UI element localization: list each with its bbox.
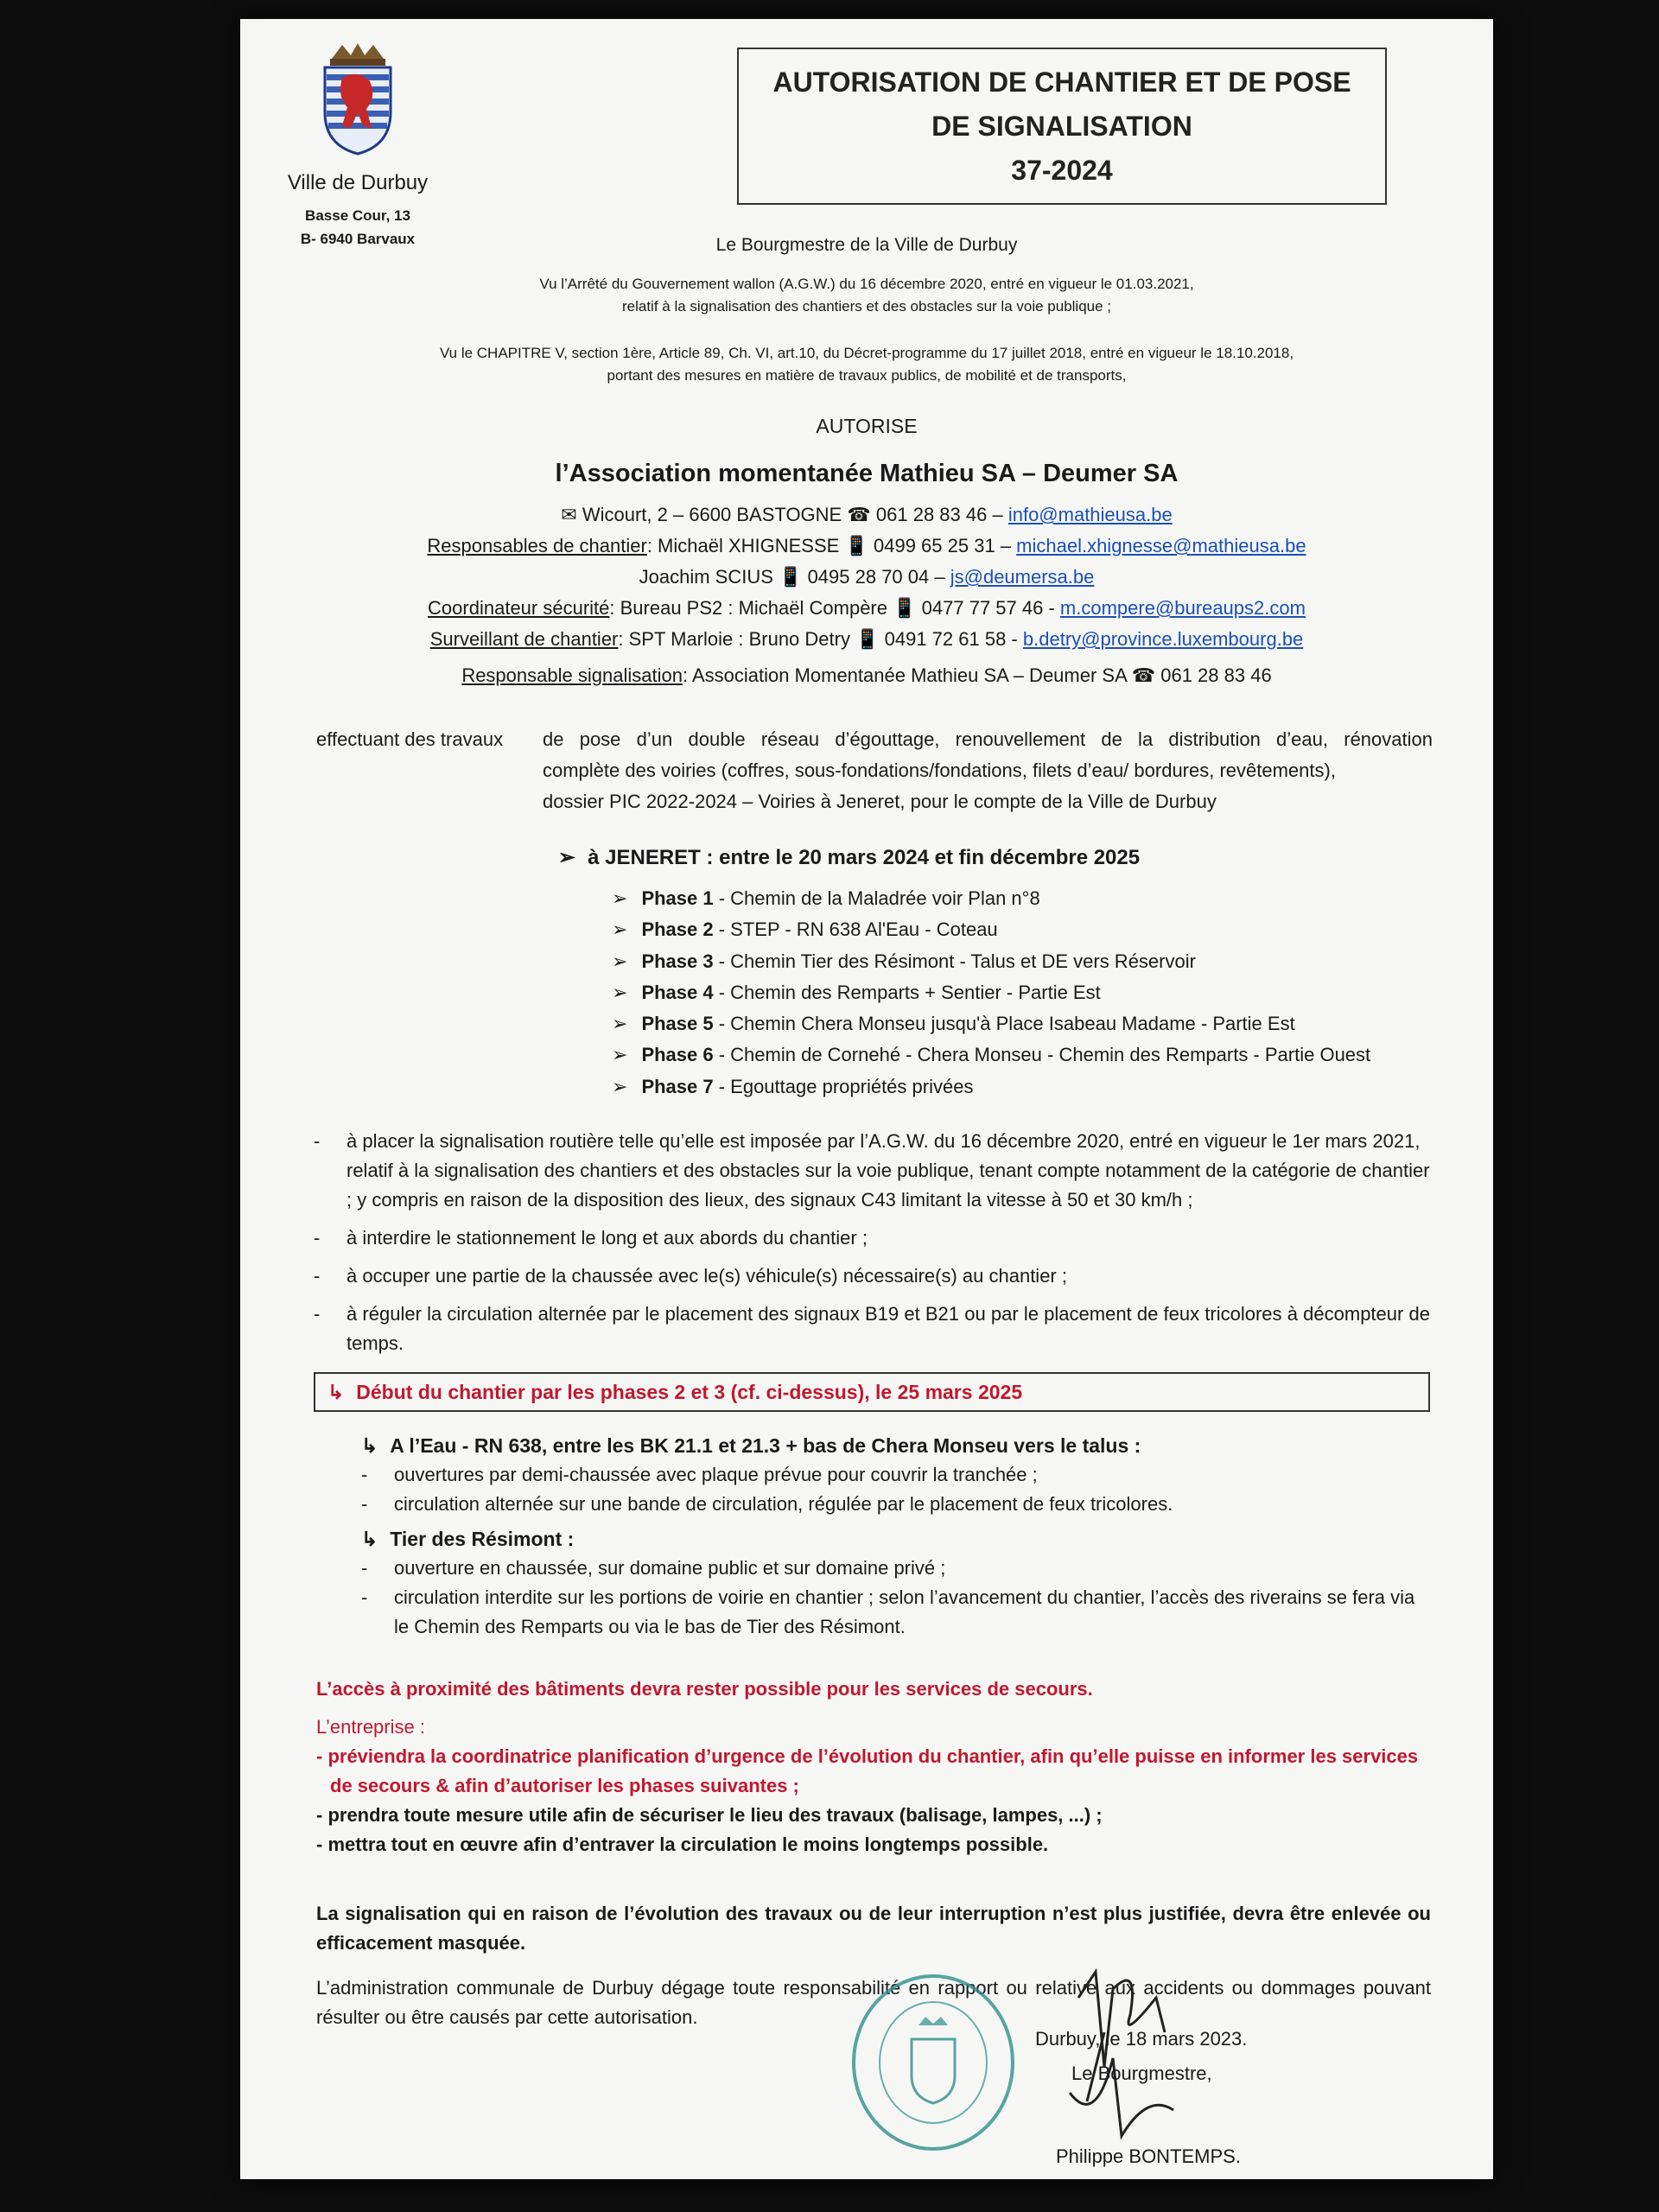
list-item: ➢ Phase 1 - Chemin de la Maladrée voir Plan n°8 bbox=[612, 883, 1370, 914]
contractor-address-line: ✉ Wicourt, 2 – 6600 BASTOGNE ☎ 061 28 83 46 – info@mathieusa.be bbox=[561, 504, 1173, 525]
list-item: - à interdire le stationnement le long et aux abords du chantier ; bbox=[314, 1224, 1430, 1253]
list-item: - ouvertures par demi-chaussée avec plaque prévue pour couvrir la tranchée ; bbox=[361, 1460, 1430, 1490]
city-name: Ville de Durbuy bbox=[287, 171, 429, 194]
list-item: - à réguler la circulation alternée par le placement des signaux B19 et B21 ou par le placement de feux tricolores à décompteur de temps. bbox=[314, 1300, 1430, 1358]
title-number: 37-2024 bbox=[1011, 154, 1113, 186]
sub-title-tier: ↳ Tier des Résimont : bbox=[361, 1528, 575, 1550]
start-details bbox=[361, 1431, 1430, 1642]
contractor-email-link[interactable]: info@mathieusa.be bbox=[1007, 504, 1173, 525]
pointer-icon: ↳ bbox=[327, 1381, 345, 1403]
list-item: ➢ Phase 7 - Egouttage propriétés privées bbox=[612, 1071, 1370, 1103]
surv-email-link[interactable]: b.detry@province.luxembourg.be bbox=[1022, 628, 1304, 650]
list-item: - circulation interdite sur les portions de voirie en chantier ; selon l’avancement du chantier, l’accès des riverains se fera via le Chemin des Remparts ou via le bas de Tier des Résimont. bbox=[361, 1583, 1430, 1642]
list-item: ➢ Phase 6 - Chemin de Cornehé - Chera Monseu - Chemin des Remparts - Partie Ouest bbox=[612, 1039, 1370, 1071]
start-date-box: ↳ Début du chantier par les phases 2 et 3 (cf. ci-dessus), le 25 mars 2025 bbox=[314, 1372, 1430, 1412]
city-address: Basse Cour, 13 B- 6940 Barvaux bbox=[300, 207, 416, 247]
phone-icon: ☎ bbox=[847, 504, 871, 525]
resp1-email-link[interactable]: michael.xhignesse@mathieusa.be bbox=[1016, 535, 1306, 556]
signage-removal-paragraph: La signalisation qui en raison de l’évolution des travaux ou de leur interruption n’est plus justifiée, devra être enlevée ou efficacement masquée. bbox=[316, 1903, 1431, 1954]
signatory-name: Philippe BONTEMPS. bbox=[1056, 2145, 1241, 2167]
emergency-access-note: L’accès à proximité des bâtiments devra rester possible pour les services de secours. bbox=[316, 1678, 1093, 1700]
pointer-icon: ↳ bbox=[361, 1434, 378, 1457]
title-line-2: DE SIGNALISATION bbox=[931, 110, 1192, 142]
list-item: - à placer la signalisation routière telle qu’elle est imposée par l’A.G.W. du 16 décembre 2020, entré en vigueur le 1er mars 2021, relatif à la signalisation des chantiers et des obstacles sur la voie publique, tenant compte notamment de la catégorie de chantier ; y compris en raison de la disposition des lieux, des signaux C43 limitant la vitesse à 50 et 30 km/h ; bbox=[314, 1127, 1430, 1215]
authority: Le Bourgmestre de la Ville de Durbuy bbox=[715, 235, 1018, 255]
municipal-stamp-icon bbox=[849, 1972, 1018, 2153]
contractor-name: l’Association momentanée Mathieu SA – Deumer SA bbox=[555, 460, 1179, 487]
coord-email-link[interactable]: m.compere@bureaups2.com bbox=[1059, 597, 1306, 619]
signage-responsible-line: Responsable signalisation: Association Momentanée Mathieu SA – Deumer SA ☎ 061 28 83 46 bbox=[461, 664, 1272, 686]
phase-list bbox=[612, 883, 1370, 1103]
company-heading: L’entreprise : bbox=[316, 1716, 425, 1738]
city-crest-icon bbox=[316, 43, 399, 156]
obligations-list bbox=[314, 1127, 1430, 1358]
resp2-email-link[interactable]: js@deumersa.be bbox=[950, 566, 1095, 588]
list-item: ➢ Phase 3 - Chemin Tier des Résimont - Talus et DE vers Réservoir bbox=[612, 946, 1370, 977]
title-line-1: AUTORISATION DE CHANTIER ET DE POSE bbox=[772, 66, 1351, 98]
mobile-icon: 📱 bbox=[855, 628, 880, 650]
mobile-icon: 📱 bbox=[844, 535, 868, 556]
works-label: effectuant des travaux bbox=[316, 728, 504, 750]
mail-icon: ✉ bbox=[561, 504, 577, 525]
works-description: de pose d’un double réseau d’égouttage, renouvellement de la distribution d’eau, rénovation complète des voiries (coffres, sous-fondations/fondations, filets d’eau/ bordures, revêtements), dossier PIC 2022-2024 – Voiries à Jeneret, pour le compte de la Ville de Durbuy bbox=[543, 728, 1433, 812]
safety-coordinator-line: Coordinateur sécurité: Bureau PS2 : Michaël Compère 📱 0477 77 57 46 - m.compere@bureaups2.com bbox=[428, 597, 1306, 619]
sub-title-rn638: ↳ A l’Eau - RN 638, entre les BK 21.1 et 21.3 + bas de Chera Monseu vers le talus : bbox=[361, 1434, 1141, 1457]
liability-paragraph: L’administration communale de Durbuy dégage toute responsabilité en rapport ou relative aux accidents ou dommages pouvant résulter ou être causés par cette autorisation. bbox=[316, 1977, 1431, 2028]
company-obligations bbox=[316, 1713, 1431, 1859]
list-item: - ouverture en chaussée, sur domaine public et sur domaine privé ; bbox=[361, 1554, 1430, 1583]
site-supervisor-line: Surveillant de chantier: SPT Marloie : Bruno Detry 📱 0491 72 61 58 - b.detry@province.luxembourg.be bbox=[429, 628, 1304, 650]
mobile-icon: 📱 bbox=[779, 566, 803, 588]
list-item: - prendra toute mesure utile afin de sécuriser le lieu des travaux (balisage, lampes, ...) ; bbox=[316, 1804, 1103, 1826]
document-page bbox=[240, 19, 1493, 2179]
autorise-heading: AUTORISE bbox=[816, 415, 918, 437]
list-item: ➢ Phase 4 - Chemin des Remparts + Sentier - Partie Est bbox=[612, 977, 1370, 1008]
legal-reference-2: Vu le CHAPITRE V, section 1ère, Article 89, Ch. VI, art.10, du Décret-programme du 17 juillet 2018, entré en vigueur le 18.10.2018, portant des mesures en matière de travaux publics, de mobilité et de transports, bbox=[439, 345, 1294, 384]
list-item: ➢ Phase 2 - STEP - RN 638 Al'Eau - Coteau bbox=[612, 914, 1370, 945]
pointer-icon: ↳ bbox=[361, 1528, 378, 1550]
legal-reference-1: Vu l’Arrêté du Gouvernement wallon (A.G.W.) du 16 décembre 2020, entré en vigueur le 01.03.2021, relatif à la signalisation des chantiers et des obstacles sur la voie publique ; bbox=[539, 276, 1194, 315]
signature-role: Le Bourgmestre, bbox=[1071, 2063, 1212, 2084]
list-item: ➢ Phase 5 - Chemin Chera Monseu jusqu'à Place Isabeau Madame - Partie Est bbox=[612, 1008, 1370, 1039]
signature-place-date: Durbuy, le 18 mars 2023. bbox=[1035, 2028, 1248, 2050]
site-manager-2-line: Joachim SCIUS 📱 0495 28 70 04 – js@deumersa.be bbox=[639, 566, 1095, 588]
document-title-box bbox=[737, 48, 1387, 205]
list-item: - mettra tout en œuvre afin d’entraver la circulation le moins longtemps possible. bbox=[316, 1834, 1049, 1855]
mobile-icon: 📱 bbox=[893, 597, 917, 619]
works-location: ➢ à JENERET : entre le 20 mars 2024 et fin décembre 2025 bbox=[558, 846, 1141, 869]
arrow-icon: ➢ bbox=[558, 846, 576, 869]
phone-icon: ☎ bbox=[1131, 664, 1156, 686]
site-managers-line: Responsables de chantier: Michaël XHIGNESSE 📱 0499 65 25 31 – michael.xhignesse@mathieusa.be bbox=[427, 535, 1306, 556]
list-item: - préviendra la coordinatrice planification d’urgence de l’évolution du chantier, afin qu’elle puisse en informer les services de secours & afin d’autoriser les phases suivantes ; bbox=[316, 1745, 1419, 1796]
list-item: - à occuper une partie de la chaussée avec le(s) véhicule(s) nécessaire(s) au chantier ; bbox=[314, 1262, 1430, 1291]
contractor-details bbox=[240, 499, 1493, 691]
list-item: - circulation alternée sur une bande de circulation, régulée par le placement de feux tricolores. bbox=[361, 1490, 1430, 1519]
